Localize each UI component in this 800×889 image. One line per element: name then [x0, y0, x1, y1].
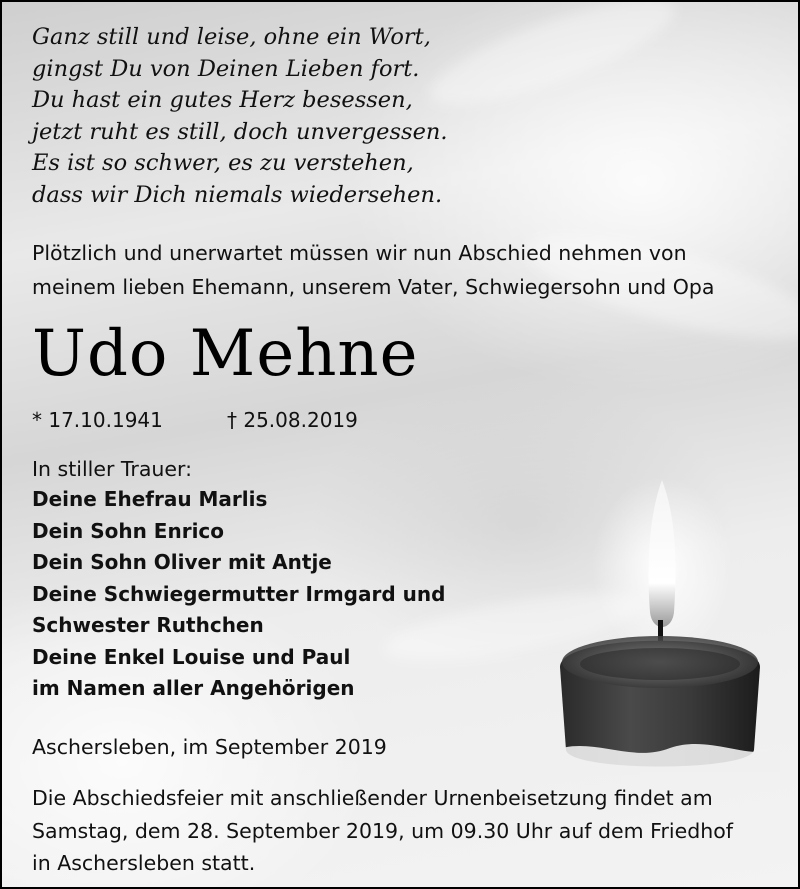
deceased-name: Udo Mehne [32, 317, 419, 391]
mourner-entry: Deine Schwiegermutter Irmgard und [32, 581, 446, 606]
mourner-entry: Dein Sohn Enrico [32, 518, 225, 543]
memorial-poem [32, 22, 448, 211]
poem-line: Du hast ein gutes Herz besessen, [32, 87, 413, 113]
mourners-list [32, 484, 445, 705]
ceremony-line: Samstag, dem 28. September 2019, um 09.30 Uhr auf dem Friedhof [32, 818, 733, 843]
ceremony-notice [32, 782, 733, 880]
mourner-entry: Deine Enkel Louise und Paul [32, 644, 351, 669]
poem-line: jetzt ruht es still, doch unvergessen. [32, 118, 448, 145]
mourner-entry: im Namen aller Angehörigen [32, 676, 355, 700]
place-and-date: Aschersleben, im September 2019 [32, 735, 387, 759]
announcement-text [32, 236, 714, 304]
announcement-line: Plötzlich und unerwartet müssen wir nun Abschied nehmen von [32, 241, 687, 265]
death-date: † 25.08.2019 [227, 408, 358, 432]
poem-line: dass wir Dich niemals wiedersehen. [32, 181, 443, 208]
birth-date: * 17.10.1941 [32, 408, 163, 432]
background-feather-highlight [420, 0, 685, 125]
announcement-line: meinem lieben Ehemann, unserem Vater, Schwiegersohn und Opa [32, 275, 715, 299]
mourner-entry: Deine Ehefrau Marlis [32, 487, 268, 511]
ceremony-line: Die Abschiedsfeier mit anschließender Urnenbeisetzung findet am [32, 786, 713, 810]
poem-line: Es ist so schwer, es zu verstehen, [32, 150, 414, 176]
mourner-entry: Dein Sohn Oliver mit Antje [32, 550, 332, 574]
poem-line: gingst Du von Deinen Lieben fort. [32, 55, 420, 82]
mourners-heading: In stiller Trauer: [32, 457, 192, 481]
mourner-entry: Schwester Ruthchen [32, 613, 264, 637]
ceremony-line: in Aschersleben statt. [32, 851, 256, 875]
poem-line: Ganz still und leise, ohne ein Wort, [32, 24, 431, 50]
candle-icon [550, 472, 780, 777]
